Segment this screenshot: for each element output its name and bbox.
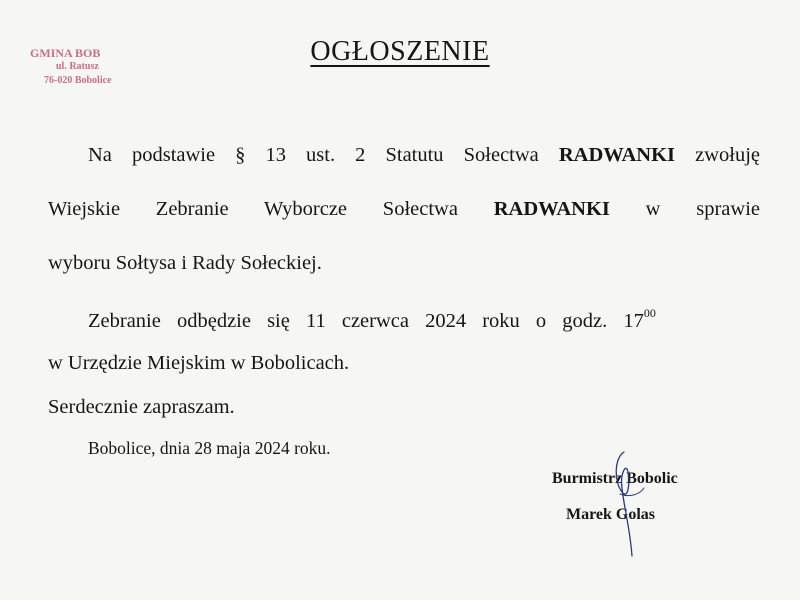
text-segment: zwołuję: [695, 144, 761, 166]
paragraph-1-line-3: wyboru Sołtysa i Rady Sołeckiej.: [48, 252, 322, 274]
paragraph-2-line-1: [88, 308, 760, 333]
paragraph-1-line-2: [48, 198, 760, 221]
text-segment: Na podstawie § 13 ust. 2 Statutu Sołectwa: [88, 144, 539, 166]
stamp-line-1: GMINA BOB: [30, 46, 101, 60]
text-segment: w sprawie: [645, 198, 760, 220]
document-date: Bobolice, dnia 28 maja 2024 roku.: [88, 438, 331, 458]
meeting-date-text: Zebranie odbędzie się 11 czerwca 2024 roku o godz. 17: [88, 309, 644, 332]
village-name-bold: RADWANKI: [493, 198, 610, 220]
village-name-bold: RADWANKI: [558, 144, 676, 166]
paragraph-3: Serdecznie zapraszam.: [48, 396, 235, 418]
text-segment: Wiejskie Zebranie Wyborcze Sołectwa: [48, 198, 458, 220]
meeting-time-minutes: 00: [643, 306, 656, 320]
stamp-line-2: ul. Ratusz: [56, 61, 99, 72]
handwritten-signature-icon: [600, 448, 660, 560]
paragraph-2-line-2: w Urzędzie Miejskim w Bobolicach.: [48, 352, 350, 374]
signatory-title: Burmistrz Bobolic: [552, 470, 678, 487]
stamp-line-3: 76-020 Bobolice: [44, 75, 112, 86]
paragraph-1-line-1: [88, 144, 760, 167]
signatory-name: Marek Golas: [566, 506, 656, 523]
document-title-wrap: [0, 36, 800, 68]
document-title: OGŁOSZENIE: [310, 36, 490, 67]
